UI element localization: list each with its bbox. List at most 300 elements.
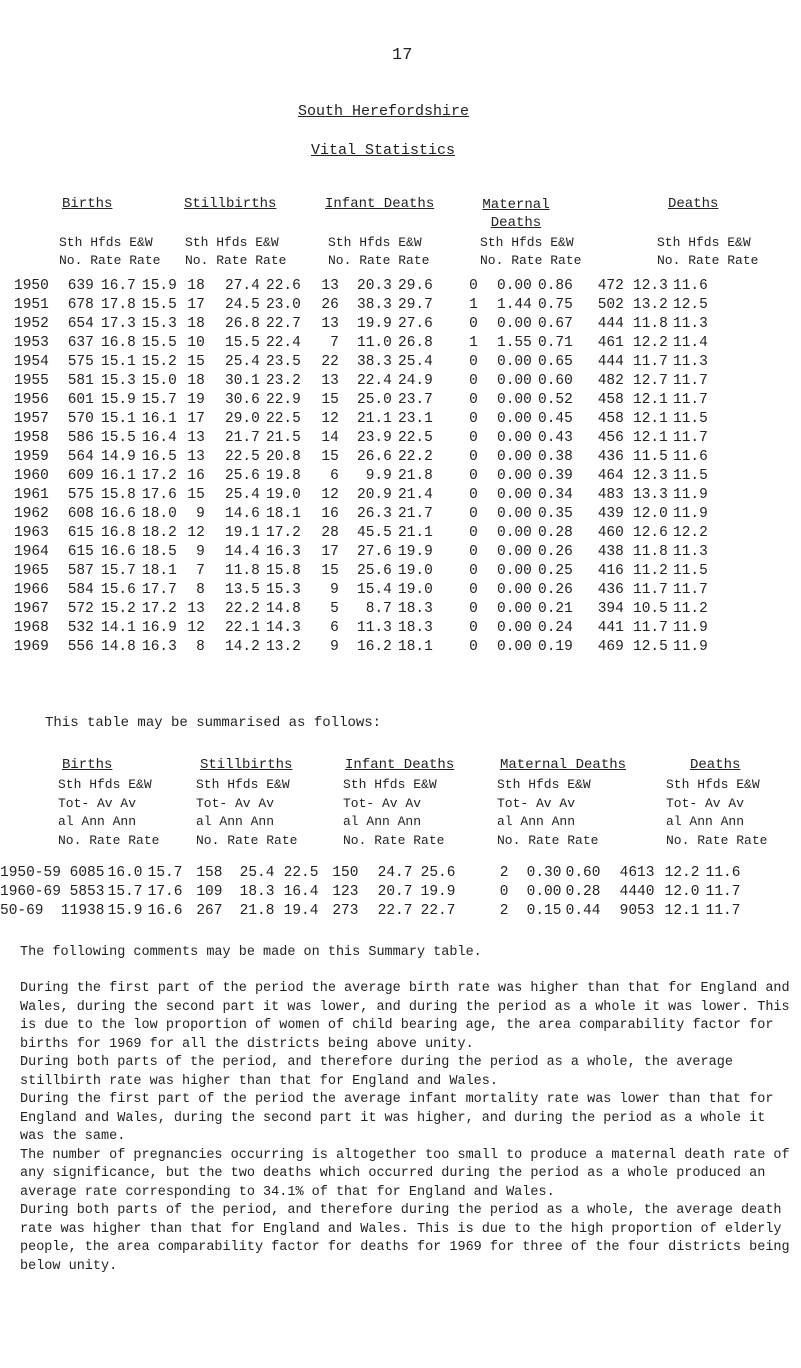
- table-cell: 586: [67, 430, 94, 446]
- summary-cell: 19.9: [420, 884, 456, 900]
- table-cell: 0.45: [538, 411, 573, 427]
- table-cell: 436: [597, 449, 624, 465]
- table-cell: 25.6: [357, 563, 392, 579]
- table-cell: 26.6: [357, 449, 392, 465]
- table-cell: 14.8: [266, 601, 301, 617]
- table-cell: 1: [469, 335, 478, 351]
- table-row: [14, 486, 708, 505]
- summary-heading-deaths: Deaths: [690, 757, 741, 773]
- table-cell: 23.1: [398, 411, 433, 427]
- table-cell: 10.5: [633, 601, 668, 617]
- table-cell: 18.2: [142, 525, 177, 541]
- stillbirths-subheader-2: No. Rate Rate: [185, 253, 287, 268]
- table-cell: 22.1: [225, 620, 260, 636]
- table-cell: 27.6: [357, 544, 392, 560]
- paragraph-maternal-deaths: The number of pregnancies occurring is altogether too small to produce a maternal death rate of any significance, but the two deaths which occurred during the period as a whole produced an average rate corresponding to 34.1% of that for England and Wales.: [20, 1147, 790, 1200]
- table-cell: 24.5: [225, 297, 260, 313]
- table-cell: 615: [67, 544, 94, 560]
- table-cell: 570: [67, 411, 94, 427]
- summary-cell: 16.0: [107, 865, 143, 881]
- table-cell: 11.7: [633, 620, 668, 636]
- table-cell: 0: [469, 620, 478, 636]
- row-year: 1968: [14, 620, 49, 636]
- table-cell: 0.35: [538, 506, 573, 522]
- table-cell: 0.00: [497, 639, 532, 655]
- table-cell: 18.1: [398, 639, 433, 655]
- table-cell: 12.1: [633, 430, 668, 446]
- table-row: [14, 448, 708, 467]
- table-cell: 15: [321, 392, 339, 408]
- group-heading-deaths: Deaths: [668, 196, 719, 212]
- page-title: South Herefordshire: [298, 103, 470, 120]
- table-cell: 0.00: [497, 392, 532, 408]
- table-cell: 25.4: [225, 354, 260, 370]
- table-row: [14, 315, 708, 334]
- table-cell: 17.8: [101, 297, 136, 313]
- table-cell: 18.3: [398, 620, 433, 636]
- table-cell: 0.00: [497, 582, 532, 598]
- table-cell: 12: [321, 411, 339, 427]
- comments-intro: The following comments may be made on this Summary table.: [20, 945, 482, 960]
- summary-cell: 0.15: [526, 903, 562, 919]
- table-cell: 12.3: [633, 278, 668, 294]
- summary-cell: 6085: [69, 865, 105, 881]
- table-cell: 483: [597, 487, 624, 503]
- row-year: 1961: [14, 487, 49, 503]
- table-cell: 22.2: [398, 449, 433, 465]
- table-cell: 0.00: [497, 563, 532, 579]
- table-cell: 0.52: [538, 392, 573, 408]
- table-cell: 15.1: [101, 411, 136, 427]
- table-cell: 0.00: [497, 449, 532, 465]
- table-cell: 8: [196, 582, 205, 598]
- table-cell: 1: [469, 297, 478, 313]
- table-cell: 15.5: [225, 335, 260, 351]
- table-cell: 0.75: [538, 297, 573, 313]
- table-cell: 1.55: [497, 335, 532, 351]
- table-cell: 15.4: [357, 582, 392, 598]
- table-cell: 458: [597, 411, 624, 427]
- table-cell: 12.5: [673, 297, 708, 313]
- table-cell: 11.4: [673, 335, 708, 351]
- group-heading-stillbirths: Stillbirths: [184, 196, 277, 212]
- table-row: [14, 410, 708, 429]
- table-cell: 29.0: [225, 411, 260, 427]
- summary-cell: 12.0: [664, 884, 700, 900]
- summary-maternal-deaths-subheader-4: No. Rate Rate: [497, 832, 599, 848]
- table-cell: 11.2: [633, 563, 668, 579]
- deaths-subheader-1: Sth Hfds E&W: [657, 235, 751, 250]
- table-cell: 19.9: [398, 544, 433, 560]
- table-cell: 14.2: [225, 639, 260, 655]
- table-cell: 38.3: [357, 297, 392, 313]
- summary-cell: 19.4: [283, 903, 319, 919]
- row-year: 1954: [14, 354, 49, 370]
- table-cell: 0.38: [538, 449, 573, 465]
- table-cell: 11.5: [673, 563, 708, 579]
- row-year: 1952: [14, 316, 49, 332]
- table-row: [14, 372, 708, 391]
- table-cell: 17: [187, 411, 205, 427]
- table-cell: 12.0: [633, 506, 668, 522]
- table-cell: 11.9: [673, 639, 708, 655]
- table-cell: 0.00: [497, 487, 532, 503]
- group-heading-infant-deaths: Infant Deaths: [325, 196, 435, 212]
- table-row: [14, 600, 708, 619]
- table-cell: 17.7: [142, 582, 177, 598]
- infant-deaths-subheader-1: Sth Hfds E&W: [328, 235, 422, 250]
- table-cell: 21.7: [225, 430, 260, 446]
- summary-infant-deaths-subheader-4: No. Rate Rate: [343, 832, 445, 848]
- summary-cell: 0.60: [565, 865, 601, 881]
- table-cell: 17.2: [266, 525, 301, 541]
- page-subtitle: Vital Statistics: [311, 142, 456, 159]
- table-cell: 444: [597, 354, 624, 370]
- table-cell: 469: [597, 639, 624, 655]
- births-subheader-2: No. Rate Rate: [59, 253, 161, 268]
- summary-deaths-subheader-1: Sth Hfds E&W: [666, 777, 760, 792]
- table-cell: 441: [597, 620, 624, 636]
- summary-cell: 9053: [619, 903, 655, 919]
- table-cell: 0.24: [538, 620, 573, 636]
- summary-cell: 0.00: [526, 884, 562, 900]
- table-cell: 678: [67, 297, 94, 313]
- summary-table: [0, 864, 740, 921]
- table-cell: 19.0: [398, 582, 433, 598]
- table-cell: 26.8: [398, 335, 433, 351]
- table-cell: 18: [187, 373, 205, 389]
- table-cell: 15.5: [142, 335, 177, 351]
- table-cell: 16.5: [142, 449, 177, 465]
- summary-cell: 11938: [60, 903, 105, 919]
- group-heading-births: Births: [62, 196, 113, 212]
- table-cell: 472: [597, 278, 624, 294]
- summary-cell: 17.6: [147, 884, 183, 900]
- table-cell: 0: [469, 392, 478, 408]
- summary-births-subheader-1: Sth Hfds E&W: [58, 777, 152, 792]
- table-cell: 444: [597, 316, 624, 332]
- table-cell: 20.8: [266, 449, 301, 465]
- table-cell: 0: [469, 354, 478, 370]
- table-cell: 24.9: [398, 373, 433, 389]
- table-cell: 12.1: [633, 411, 668, 427]
- row-year: 1969: [14, 639, 49, 655]
- table-cell: 27.4: [225, 278, 260, 294]
- table-row: [14, 334, 708, 353]
- table-cell: 11.3: [673, 354, 708, 370]
- table-cell: 22.4: [266, 335, 301, 351]
- row-year: 1958: [14, 430, 49, 446]
- row-year: 1964: [14, 544, 49, 560]
- table-cell: 464: [597, 468, 624, 484]
- table-cell: 11.2: [673, 601, 708, 617]
- table-cell: 0.00: [497, 620, 532, 636]
- table-row: [14, 467, 708, 486]
- table-cell: 15.0: [142, 373, 177, 389]
- table-cell: 11.7: [633, 354, 668, 370]
- table-row: [14, 277, 708, 296]
- summary-cell: 22.7: [377, 903, 413, 919]
- table-cell: 458: [597, 392, 624, 408]
- table-cell: 23.5: [266, 354, 301, 370]
- summary-cell: 2: [499, 903, 509, 919]
- table-row: [14, 505, 708, 524]
- table-cell: 11.3: [673, 544, 708, 560]
- table-cell: 0: [469, 373, 478, 389]
- table-cell: 0.00: [497, 525, 532, 541]
- table-cell: 0.39: [538, 468, 573, 484]
- table-cell: 0.00: [497, 373, 532, 389]
- row-year: 1953: [14, 335, 49, 351]
- deaths-subheader-2: No. Rate Rate: [657, 253, 759, 268]
- table-cell: 16.2: [357, 639, 392, 655]
- table-cell: 17.6: [142, 487, 177, 503]
- table-cell: 21.5: [266, 430, 301, 446]
- table-cell: 13: [321, 316, 339, 332]
- table-cell: 0.71: [538, 335, 573, 351]
- table-cell: 16.6: [101, 544, 136, 560]
- table-cell: 608: [67, 506, 94, 522]
- table-cell: 416: [597, 563, 624, 579]
- table-cell: 19.0: [398, 563, 433, 579]
- table-cell: 556: [67, 639, 94, 655]
- summary-births-subheader-4: No. Rate Rate: [58, 832, 160, 848]
- table-cell: 15.6: [101, 582, 136, 598]
- table-cell: 15.9: [142, 278, 177, 294]
- summary-cell: 267: [196, 903, 223, 919]
- row-year: 1955: [14, 373, 49, 389]
- summary-deaths-subheader-4: No. Rate Rate: [666, 832, 768, 848]
- table-cell: 22.5: [225, 449, 260, 465]
- summary-heading-infant-deaths: Infant Deaths: [345, 757, 455, 773]
- table-cell: 0: [469, 525, 478, 541]
- table-cell: 0: [469, 316, 478, 332]
- table-cell: 14.1: [101, 620, 136, 636]
- table-cell: 18.1: [266, 506, 301, 522]
- row-year: 1967: [14, 601, 49, 617]
- table-cell: 30.6: [225, 392, 260, 408]
- row-year: 1957: [14, 411, 49, 427]
- summary-maternal-deaths-subheader-3: al Ann Ann: [497, 814, 576, 829]
- table-cell: 13: [321, 278, 339, 294]
- table-cell: 439: [597, 506, 624, 522]
- table-cell: 11.5: [673, 411, 708, 427]
- table-cell: 6: [330, 468, 339, 484]
- table-cell: 456: [597, 430, 624, 446]
- table-cell: 14.9: [101, 449, 136, 465]
- table-cell: 11.7: [673, 392, 708, 408]
- table-cell: 11.7: [673, 430, 708, 446]
- row-year: 1963: [14, 525, 49, 541]
- table-cell: 10: [187, 335, 205, 351]
- table-row: [14, 619, 708, 638]
- table-cell: 22.5: [398, 430, 433, 446]
- table-cell: 15.1: [101, 354, 136, 370]
- summary-births-subheader-3: al Ann Ann: [58, 814, 137, 829]
- table-cell: 1.44: [497, 297, 532, 313]
- table-cell: 581: [67, 373, 94, 389]
- summary-stillbirths-subheader-4: No. Rate Rate: [196, 832, 298, 848]
- summary-infant-deaths-subheader-3: al Ann Ann: [343, 814, 422, 829]
- commentary: [20, 980, 790, 1276]
- table-cell: 9: [330, 639, 339, 655]
- paragraph-births: During the first part of the period the average birth rate was higher than that for England and Wales, during the second part it was lower, and during the period as a whole it was lower. This is due to the low proportion of women of child bearing age, the area comparability factor for births for 1969 for all the districts being above unity.: [20, 981, 790, 1052]
- summary-cell: 109: [196, 884, 223, 900]
- table-cell: 11.7: [673, 373, 708, 389]
- table-cell: 13: [187, 430, 205, 446]
- summary-maternal-deaths-subheader-1: Sth Hfds E&W: [497, 777, 591, 792]
- table-cell: 16.3: [266, 544, 301, 560]
- table-cell: 45.5: [357, 525, 392, 541]
- table-cell: 17: [321, 544, 339, 560]
- summary-cell: 4440: [619, 884, 655, 900]
- table-cell: 0.65: [538, 354, 573, 370]
- summary-cell: 273: [332, 903, 359, 919]
- table-cell: 19.8: [266, 468, 301, 484]
- table-cell: 13.2: [633, 297, 668, 313]
- table-cell: 17.2: [142, 468, 177, 484]
- table-cell: 12.1: [633, 392, 668, 408]
- table-cell: 20.3: [357, 278, 392, 294]
- table-cell: 15.3: [101, 373, 136, 389]
- table-cell: 461: [597, 335, 624, 351]
- table-cell: 0.26: [538, 582, 573, 598]
- table-cell: 20.9: [357, 487, 392, 503]
- table-cell: 11.3: [357, 620, 392, 636]
- table-cell: 22.2: [225, 601, 260, 617]
- summary-cell: 11.7: [705, 903, 741, 919]
- table-cell: 11.8: [633, 544, 668, 560]
- table-cell: 17.2: [142, 601, 177, 617]
- table-cell: 502: [597, 297, 624, 313]
- table-cell: 575: [67, 487, 94, 503]
- table-row: [14, 391, 708, 410]
- table-cell: 25.4: [398, 354, 433, 370]
- table-cell: 14.8: [101, 639, 136, 655]
- summary-cell: 0.28: [565, 884, 601, 900]
- table-cell: 0.00: [497, 601, 532, 617]
- table-cell: 15.9: [101, 392, 136, 408]
- table-cell: 21.8: [398, 468, 433, 484]
- table-cell: 0: [469, 468, 478, 484]
- summary-cell: 11.7: [705, 884, 741, 900]
- table-cell: 15.5: [142, 297, 177, 313]
- summary-cell: 158: [196, 865, 223, 881]
- table-cell: 23.0: [266, 297, 301, 313]
- table-cell: 22.4: [357, 373, 392, 389]
- table-cell: 12: [321, 487, 339, 503]
- summary-cell: 4613: [619, 865, 655, 881]
- table-cell: 19.0: [266, 487, 301, 503]
- table-cell: 12.6: [633, 525, 668, 541]
- table-cell: 23.9: [357, 430, 392, 446]
- table-cell: 7: [330, 335, 339, 351]
- table-cell: 12.3: [633, 468, 668, 484]
- table-cell: 11.0: [357, 335, 392, 351]
- table-cell: 21.7: [398, 506, 433, 522]
- table-cell: 14.3: [266, 620, 301, 636]
- summary-cell: 22.7: [420, 903, 456, 919]
- table-cell: 15.2: [101, 601, 136, 617]
- summary-cell: 25.4: [239, 865, 275, 881]
- summary-cell: 0.30: [526, 865, 562, 881]
- table-cell: 16.7: [101, 278, 136, 294]
- table-cell: 0: [469, 487, 478, 503]
- table-row: [14, 562, 708, 581]
- table-cell: 394: [597, 601, 624, 617]
- maternal-deaths-subheader-1: Sth Hfds E&W: [480, 235, 574, 250]
- table-cell: 0.67: [538, 316, 573, 332]
- table-cell: 29.7: [398, 297, 433, 313]
- table-cell: 26: [321, 297, 339, 313]
- births-subheader-1: Sth Hfds E&W: [59, 235, 153, 250]
- table-cell: 11.9: [673, 506, 708, 522]
- table-cell: 16.1: [101, 468, 136, 484]
- table-cell: 8: [196, 639, 205, 655]
- table-cell: 15.7: [142, 392, 177, 408]
- summary-cell: 2: [499, 865, 509, 881]
- table-cell: 15: [321, 563, 339, 579]
- paragraph-infant-mortality: During the first part of the period the average infant mortality rate was lower than that for England and Wales, during the second part it was higher, and during the period as a whole it was the same.: [20, 1092, 774, 1144]
- table-cell: 15.3: [266, 582, 301, 598]
- table-row: [14, 296, 708, 315]
- table-cell: 572: [67, 601, 94, 617]
- table-cell: 12: [187, 620, 205, 636]
- table-cell: 11.8: [633, 316, 668, 332]
- table-cell: 587: [67, 563, 94, 579]
- table-cell: 28: [321, 525, 339, 541]
- table-cell: 11.7: [673, 582, 708, 598]
- table-cell: 0: [469, 278, 478, 294]
- table-cell: 16.6: [101, 506, 136, 522]
- table-cell: 0: [469, 639, 478, 655]
- summary-intro: This table may be summarised as follows:: [45, 715, 382, 731]
- summary-row: [0, 864, 740, 883]
- summary-maternal-deaths-subheader-2: Tot- Av Av: [497, 795, 576, 811]
- table-cell: 26.8: [225, 316, 260, 332]
- table-cell: 14: [321, 430, 339, 446]
- table-cell: 0: [469, 582, 478, 598]
- table-cell: 0.21: [538, 601, 573, 617]
- table-cell: 16: [321, 506, 339, 522]
- table-cell: 12: [187, 525, 205, 541]
- table-cell: 13: [187, 449, 205, 465]
- summary-cell: 0.44: [565, 903, 601, 919]
- table-cell: 21.1: [398, 525, 433, 541]
- summary-heading-births: Births: [62, 757, 113, 773]
- summary-row: [0, 902, 740, 921]
- table-row: [14, 429, 708, 448]
- summary-heading-stillbirths: Stillbirths: [200, 757, 293, 773]
- summary-cell: 16.4: [283, 884, 319, 900]
- summary-row: [0, 883, 740, 902]
- table-cell: 12.5: [633, 639, 668, 655]
- table-cell: 6: [330, 620, 339, 636]
- paragraph-deaths: During both parts of the period, and therefore during the period as a whole, the average death rate was higher than that for England and Wales. This is due to the high proportion of elderly people, the area comparability factor for deaths for 1969 for three of the four districts being below unity.: [20, 1203, 790, 1274]
- table-cell: 0: [469, 506, 478, 522]
- summary-cell: 20.7: [377, 884, 413, 900]
- summary-births-subheader-2: Tot- Av Av: [58, 795, 137, 811]
- row-year: 1951: [14, 297, 49, 313]
- table-cell: 0.00: [497, 468, 532, 484]
- table-cell: 0.19: [538, 639, 573, 655]
- table-cell: 14.4: [225, 544, 260, 560]
- table-cell: 16.4: [142, 430, 177, 446]
- row-year: 1960: [14, 468, 49, 484]
- table-cell: 0.34: [538, 487, 573, 503]
- maternal-deaths-subheader-2: No. Rate Rate: [480, 253, 582, 268]
- summary-heading-maternal-deaths: Maternal Deaths: [500, 757, 627, 773]
